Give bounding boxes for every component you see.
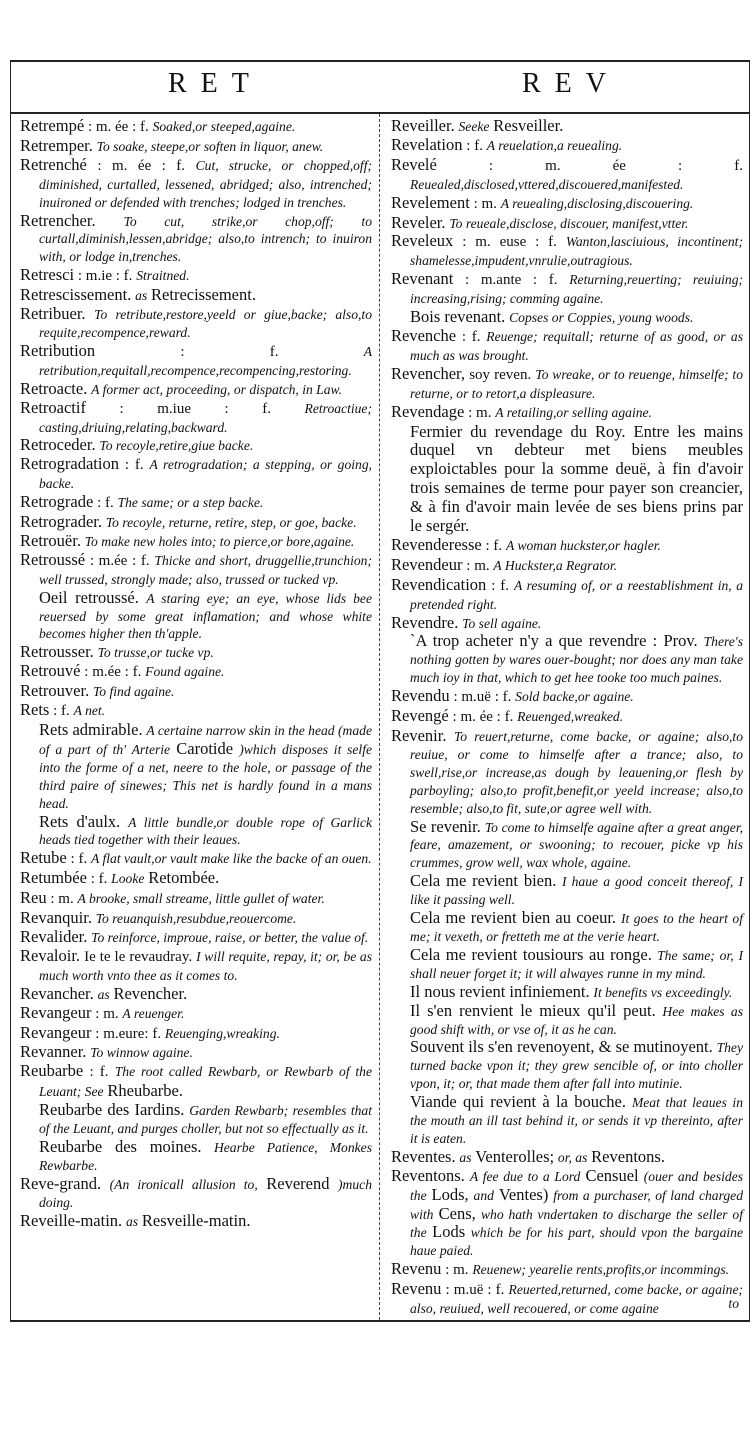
grammar-note: : m. ée : f.	[452, 709, 514, 726]
dictionary-entry	[391, 232, 743, 270]
definition: from a purchaser, of land charged with	[410, 1187, 744, 1222]
dictionary-entry	[20, 869, 372, 889]
roman-term: Censuel	[585, 1165, 639, 1185]
definition: as	[125, 1213, 139, 1229]
definition: Meat that leaues in the mouth an ill tast behind it, or sends it vp thereinto, after it is eaten.	[410, 1095, 744, 1146]
headword: Retrousser.	[20, 642, 94, 662]
dictionary-entry	[391, 1260, 743, 1280]
definition: A former act, proceeding, or dispatch, in Law.	[91, 381, 342, 397]
headword: Reubarbe	[20, 1061, 84, 1081]
definition: as	[135, 288, 148, 304]
dictionary-entry	[20, 305, 372, 342]
definition: Reuealed,disclosed,vttered,discouered,manifested.	[410, 176, 684, 192]
headword: Revangeur	[20, 1002, 92, 1022]
right-column	[391, 117, 743, 1318]
headword: Revengé	[391, 706, 449, 726]
definition: A retailing,or selling againe.	[495, 404, 652, 420]
roman-term: Lods,	[431, 1184, 469, 1204]
dictionary-entry	[20, 1004, 372, 1024]
dictionary-entry	[391, 136, 743, 156]
definition: Hearbe Patience, Monkes Rewbarbe.	[39, 1139, 372, 1173]
headword: Cela me revient tousiours au ronge.	[410, 944, 652, 964]
definition: The same; or a step backe.	[117, 495, 264, 511]
headword: Reve-grand.	[20, 1173, 102, 1193]
dictionary-entry	[20, 455, 372, 493]
headword: Reventons.	[391, 1165, 465, 1185]
definition: To winnow againe.	[90, 1045, 193, 1061]
definition: A reuelation,a reuealing.	[486, 137, 623, 153]
sub-entry	[391, 1002, 743, 1039]
headword: Revancher.	[20, 983, 94, 1003]
sub-entry	[391, 1093, 743, 1148]
dictionary-entry	[391, 536, 743, 556]
grammar-note: : m. ée : f.	[87, 119, 149, 135]
grammar-note: : f.	[180, 343, 279, 360]
sub-entry	[391, 909, 743, 946]
dictionary-entry	[391, 576, 743, 614]
dictionary-entry	[20, 849, 372, 869]
dictionary-entry	[20, 1212, 372, 1231]
sub-entry	[391, 308, 743, 327]
dictionary-entry	[20, 662, 372, 682]
definition: The root called Rewbarb, or Rewbarb of the Leuant; See	[39, 1064, 373, 1100]
headword: Retrouver.	[20, 681, 90, 701]
dictionary-entry	[20, 889, 372, 909]
headword: Bois revenant.	[410, 307, 506, 327]
headword: Reveiller.	[391, 116, 455, 135]
definition: Reuenge; requitall; returne of as good, or as much as was brought.	[410, 328, 744, 363]
sub-entry	[391, 872, 743, 909]
headword: Revanner.	[20, 1042, 87, 1062]
dictionary-entry	[20, 513, 372, 532]
headword: Retrogradation	[20, 454, 119, 474]
dictionary-entry	[20, 909, 372, 928]
grammar-note: : m.	[95, 1005, 119, 1022]
definition: They turned backe vpon it; they grew sencible of, or into choller vpon, it; or, that made them after fall into mutinie.	[410, 1040, 743, 1092]
left-column-heading: RET	[168, 68, 263, 99]
definition: To wreake, or to reuenge, himselfe; to returne, or to retort,a displeasure.	[410, 366, 744, 401]
dictionary-entry	[20, 1175, 372, 1212]
dictionary-entry	[391, 156, 743, 194]
grammar-note: : f.	[124, 457, 144, 474]
dictionary-entry	[20, 493, 372, 513]
dictionary-entry	[391, 403, 743, 423]
grammar-note: : m.eure: f.	[95, 1025, 162, 1042]
headword: Souvent ils s'en revenoyent, & se mutinoyent.	[410, 1037, 713, 1057]
definition: A woman huckster,or hagler.	[505, 537, 661, 553]
roman-term: Lods	[432, 1222, 466, 1242]
dictionary-entry	[20, 928, 372, 947]
headword: Retroactif	[20, 397, 86, 417]
cross-reference: Retrecissement.	[151, 285, 256, 305]
roman-term: Reverend	[266, 1173, 330, 1193]
definition: Found againe.	[145, 664, 225, 680]
dictionary-entry	[20, 532, 372, 551]
headword: Il nous revient infiniement.	[410, 981, 590, 1001]
sub-entry	[391, 818, 743, 873]
definition: (ouer and besides the	[410, 1168, 744, 1203]
definition: To reuanquish,resubdue,reouercome.	[95, 911, 297, 927]
headword: Retube	[20, 848, 67, 868]
page-header	[10, 62, 750, 114]
right-column-heading: REV	[522, 68, 620, 99]
definition: Wanton,lasciuious, incontinent; shamelesse,impudent,vnrulie,outragious.	[410, 234, 743, 269]
dictionary-entry	[20, 551, 372, 589]
headword: Revencher,	[391, 363, 466, 383]
dictionary-entry	[20, 947, 372, 985]
headword: Rets admirable.	[39, 720, 143, 739]
definition: Copses or Coppies, young woods.	[509, 310, 694, 326]
dictionary-entry	[391, 1148, 743, 1167]
headword: Revendu	[391, 686, 450, 706]
definition: It goes to the heart of me; it vexeth, or fretteth me at the verie heart.	[410, 911, 743, 944]
headword: Rets	[20, 700, 50, 720]
headword: Revenche	[391, 325, 457, 345]
definition: To come to himselfe againe after a great anger, feare, amazement, or swooning; to recouer, picke vp his crummes, grow well, wax whole, againe.	[410, 819, 744, 871]
dictionary-entry	[391, 214, 743, 233]
headword: Reventes.	[391, 1146, 456, 1166]
headword: Revelement	[391, 192, 470, 212]
headword: Revenderesse	[391, 534, 482, 554]
definition: A retrogradation; a stepping, or going, backe.	[39, 457, 373, 492]
definition: Retroactiue; casting,driuing,relating,backward.	[39, 400, 372, 435]
headword: Rets d'aulx.	[39, 811, 121, 831]
definition: A certaine narrow skin in the head (made of a part of th' Arterie	[39, 723, 372, 757]
headword: Revendre.	[391, 612, 459, 632]
headword: Retrograder.	[20, 512, 103, 532]
cross-reference: Venterolles;	[475, 1146, 555, 1166]
definition: To make new holes into; to pierce,or bore,againe.	[84, 533, 355, 549]
definition: To find againe.	[93, 684, 175, 700]
grammar-note: : m.ie : f.	[77, 268, 133, 285]
catchword: to	[728, 1296, 739, 1311]
definition: To reueale,disclose, discouer, manifest,vtter.	[449, 215, 689, 231]
grammar-note: : m.iue : f.	[119, 400, 271, 417]
grammar-note: : f.	[466, 137, 483, 154]
grammar-note: : m. euse : f.	[462, 234, 557, 251]
dictionary-entry	[391, 727, 743, 818]
grammar-note: : f.	[90, 871, 108, 888]
grammar-note: : m.ée : f.	[89, 552, 150, 569]
dictionary-entry	[20, 701, 372, 721]
headword: Reubarbe des Iardins.	[39, 1100, 185, 1120]
headword: Retrouër.	[20, 530, 81, 550]
grammar-note: : f.	[491, 577, 510, 594]
dictionary-entry	[20, 117, 372, 137]
grammar-note: Ie te le revaudray.	[84, 948, 193, 965]
headword: Cela me revient bien.	[410, 871, 557, 891]
grammar-note: : f.	[461, 328, 481, 345]
sub-entry	[391, 983, 743, 1002]
definition: Seeke	[458, 119, 490, 134]
headword: Retribution	[20, 340, 96, 360]
definition: Soaked,or steeped,againe.	[152, 119, 296, 134]
headword: Retrenché	[20, 154, 87, 174]
definition: Garden Rewbarb; resembles that of the Leuant, and purges choller, but not so effectually as it.	[39, 1103, 372, 1137]
headword: Reveille-matin.	[20, 1210, 123, 1230]
grammar-note: : m.	[466, 557, 490, 574]
dictionary-entry	[20, 985, 372, 1004]
definition: or, as	[557, 1149, 588, 1165]
grammar-note: : f.	[89, 1064, 109, 1081]
dictionary-entry	[20, 137, 372, 156]
dictionary-entry	[391, 614, 743, 633]
headword: Retroceder.	[20, 435, 96, 455]
grammar-note: : m.	[50, 891, 74, 908]
grammar-note: : m. ée : f.	[488, 157, 743, 174]
definition: To trusse,or tucke vp.	[97, 645, 214, 661]
dictionary-entry	[20, 286, 372, 305]
headword: Reveler.	[391, 212, 446, 232]
dictionary-entry	[20, 156, 372, 212]
definition: A Huckster,a Regrator.	[493, 557, 618, 573]
definition: To recoyle, returne, retire, step, or goe, backe.	[105, 515, 357, 531]
definition: A fee due to a Lord	[469, 1168, 581, 1184]
grammar-note: : f.	[70, 851, 88, 868]
definition: Reuerted,returned, come backe, or againe; also, reuiued, well recouered, or come againe	[410, 1282, 744, 1317]
headword: Revenir.	[391, 726, 447, 745]
dictionary-entry	[20, 399, 372, 437]
headword: Retroacte.	[20, 378, 88, 398]
headword: Revaloir.	[20, 945, 81, 965]
dictionary-entry	[20, 643, 372, 662]
dictionary-entry	[391, 194, 743, 214]
definition: To sell againe.	[462, 615, 542, 631]
column-divider	[379, 114, 380, 1320]
headword: Revenant	[391, 269, 454, 289]
dictionary-entry	[20, 380, 372, 399]
grammar-note: : m.ante : f.	[465, 272, 558, 289]
headword: Revanquir.	[20, 908, 92, 928]
dictionary-entry	[20, 1062, 372, 1101]
definition: A flat vault,or vault make like the backe of an ouen.	[91, 851, 372, 867]
sub-entry	[20, 589, 372, 644]
headword: Retremper.	[20, 135, 93, 155]
sub-entry	[391, 946, 743, 983]
dictionary-entry	[391, 556, 743, 576]
sub-entry	[391, 1038, 743, 1093]
headword: Retribuer.	[20, 304, 86, 324]
definition: as	[97, 986, 110, 1002]
definition: who hath vndertaken to discharge the seller of the	[410, 1206, 743, 1241]
definition: Reuenged,wreaked.	[517, 709, 624, 725]
grammar-note: : m.ée : f.	[84, 664, 142, 681]
roman-term: Cens,	[438, 1203, 476, 1223]
headword: Retroussé	[20, 549, 86, 569]
cross-reference: Reventons.	[591, 1146, 665, 1166]
definition: To soake, steepe,or soften in liquor, anew.	[96, 138, 324, 154]
headword: Retumbée	[20, 868, 87, 888]
definition: Cut, strucke, or chopped,off; diminished, curtalled, lessened, abridged; also, intrenched; inuironed or defended with trenches; lodged in trenches.	[39, 157, 373, 210]
headword: Retrouvé	[20, 661, 81, 681]
definition: as	[459, 1149, 472, 1165]
cross-reference: Resveiller.	[493, 116, 564, 135]
dictionary-entry	[391, 687, 743, 707]
definition: I haue a good conceit thereof, I like it passing well.	[410, 874, 743, 908]
headword: Oeil retroussé.	[39, 587, 139, 607]
dictionary-entry	[391, 327, 743, 365]
sub-entry	[20, 721, 372, 813]
headword: Retrempé	[20, 116, 85, 135]
definition: There's nothing gotten by wares ouer-bought; nor does any man take much ioy in that, which to get hee tooke too much paines.	[410, 634, 744, 686]
dictionary-entry	[20, 1024, 372, 1044]
headword: Revenu	[391, 1279, 442, 1299]
dictionary-entry	[391, 117, 743, 136]
definition: which be for his part, should vpon the bargaine haue paied.	[410, 1225, 743, 1259]
definition: A brooke, small streame, little gullet of water.	[77, 891, 325, 907]
sub-entry	[20, 1138, 372, 1175]
grammar-note: : f.	[97, 495, 114, 512]
dictionary-entry	[20, 436, 372, 455]
headword: `A trop acheter n'y a que revendre : Prov.	[410, 631, 698, 651]
definition: Returning,reuerting; reuiuing; increasing,rising; comming againe.	[410, 272, 744, 307]
dictionary-entry	[20, 682, 372, 701]
definition: Sold backe,or againe.	[515, 689, 634, 705]
headword: Revendeur	[391, 554, 463, 574]
sub-entry	[20, 1101, 372, 1138]
headword: Revenu	[391, 1259, 442, 1279]
grammar-note: : m. ée : f.	[97, 157, 186, 174]
headword: Viande qui revient à la bouche.	[410, 1092, 626, 1112]
headword: Revendication	[391, 574, 487, 594]
definition: To recoyle,retire,giue backe.	[99, 438, 254, 454]
grammar-note: : f.	[485, 537, 503, 554]
headword: Retrograde	[20, 492, 94, 512]
headword: Reu	[20, 888, 47, 908]
headword: Revelation	[391, 134, 463, 154]
definition: To reinforce, improue, raise, or better, the value of.	[91, 929, 369, 945]
definition: Reuenew; yearelie rents,profits,or incommings.	[472, 1262, 730, 1278]
headword: Revalider.	[20, 926, 88, 946]
headword: Retrencher.	[20, 210, 96, 230]
grammar-note: : m.	[473, 195, 497, 212]
grammar-note: : f.	[53, 703, 70, 720]
grammar-note: : m.uë : f.	[445, 1282, 505, 1299]
headword: Reveleux	[391, 231, 454, 251]
sub-entry	[391, 632, 743, 687]
definition: A little bundle,or double rope of Garlick heads tied together with their leaues.	[39, 814, 372, 848]
dictionary-entry	[20, 1043, 372, 1062]
definition: A retribution,requitall,recompence,recompencing,restoring.	[39, 343, 373, 378]
headword: Revendage	[391, 401, 465, 421]
definition: To cut, strike,or chop,off; to curtall,diminish,lessen,abridge; also,to intrench; to inuiron with, or lodge in,trenches.	[39, 213, 372, 265]
headword: Il s'en renvient le mieux qu'il peut.	[410, 1000, 656, 1020]
definition: Hee makes as good shift with, or vse of, it as he can.	[410, 1003, 743, 1037]
sub-entry	[20, 813, 372, 850]
cross-reference: Revencher.	[113, 983, 188, 1003]
definition: )much doing.	[39, 1176, 373, 1210]
headword: Retrescissement.	[20, 285, 132, 305]
definition: (An ironicall allusion to,	[109, 1176, 258, 1192]
grammar-note: : m.	[445, 1262, 469, 1279]
dictionary-entry	[20, 212, 372, 267]
roman-term: Carotide	[176, 738, 234, 758]
definition: A net.	[73, 703, 106, 719]
headword: Reubarbe des moines.	[39, 1136, 202, 1156]
definition: It benefits vs exceedingly.	[593, 984, 733, 1000]
dictionary-entry	[391, 365, 743, 403]
definition: A reuealing,disclosing,discouering.	[500, 195, 694, 211]
definition: A reuenger.	[122, 1005, 185, 1021]
headword: Fermier du revendage du Roy. Entre les mains duquel vn debteur met biens meubles exploictables pour la somme deuë, à fin d'avoir trois semaines de terme pour payer son creancier, & à fin d'avoir main levée de ses biens prins par le sergér.	[410, 421, 743, 536]
roman-term: Ventes)	[498, 1184, 549, 1204]
definition: A staring eye; an eye, whose lids bee reuersed by some great inflamation; and whose white becomes higher then th'apple.	[39, 590, 372, 642]
dictionary-entry	[391, 707, 743, 727]
cross-reference: Rheubarbe.	[107, 1081, 183, 1101]
definition: The same; or, I shall neuer forget it; it will alwayes runne in my mind.	[410, 947, 743, 981]
definition: Straitned.	[136, 268, 190, 284]
dictionary-entry	[20, 266, 372, 286]
definition: and	[473, 1187, 494, 1203]
definition: To retribute,restore,yeeld or giue,backe; also,to requite,recompence,reward.	[39, 307, 372, 340]
dictionary-entry	[391, 1280, 743, 1318]
definition: Looke	[111, 871, 145, 887]
sub-entry	[391, 423, 743, 536]
headword: Revangeur	[20, 1022, 92, 1042]
definition: I will requite, repay, it; or, be as much worth vnto thee as it comes to.	[39, 948, 373, 983]
definition: Reuenging,wreaking.	[164, 1025, 280, 1041]
headword: Se revenir.	[410, 816, 481, 836]
dictionary-entry	[391, 1167, 743, 1261]
grammar-note: soy reven.	[469, 366, 532, 383]
left-column	[20, 117, 372, 1230]
headword: Retresci	[20, 265, 75, 285]
definition: A resuming of, or a reestablishment in, a pretended right.	[410, 577, 744, 612]
grammar-note: : m.uë : f.	[453, 689, 512, 706]
cross-reference: Retombée.	[148, 868, 220, 888]
dictionary-entry	[20, 342, 372, 380]
definition: )which disposes it selfe into the forme of a net, neere to the hole, or passage of the third paire of sinewes; This net is hardly found in a mans head.	[39, 741, 373, 811]
headword: Cela me revient bien au coeur.	[410, 908, 617, 928]
dictionary-entry	[391, 270, 743, 308]
definition: To reuert,returne, come backe, or againe; also,to reuiue, or come to himselfe after a trance; also, to swell,rise,or increase,as dough by leauening,or flesh by parboyling; also,to profit,benefit,or yeeld increase; also,to resemble; also,to fit, sute,or agree well with.	[410, 729, 744, 816]
grammar-note: : m.	[468, 404, 492, 421]
definition: Thicke and short, druggellie,trunchion; well trussed, strongly made; also, trussed or tucked vp.	[39, 552, 372, 587]
headword: Revelé	[391, 154, 437, 174]
cross-reference: Resveille-matin.	[141, 1210, 251, 1230]
